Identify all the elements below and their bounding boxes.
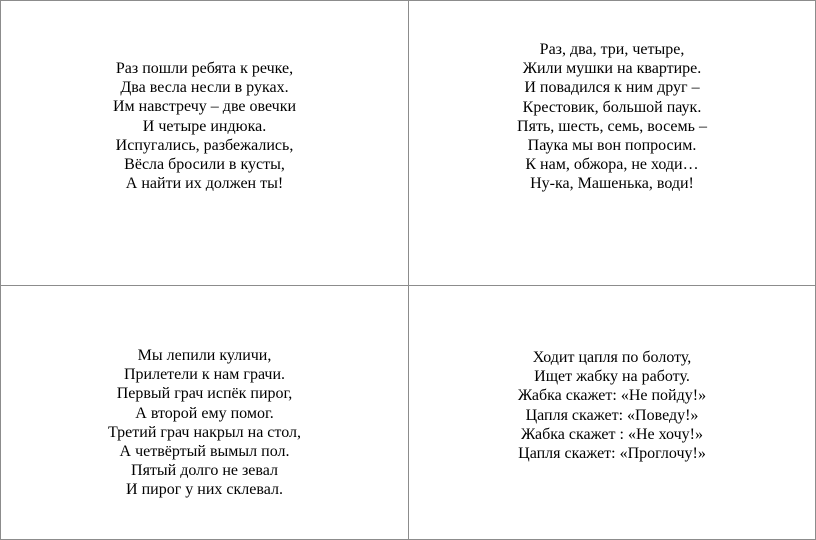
poem-4 [409,348,815,463]
poem-line: А четвёртый вымыл пол. [119,443,290,461]
poem-line: Крестовик, большой паук. [522,98,702,116]
poem-line: Раз, два, три, четыре, [539,41,685,58]
poem-line: Жили мушки на квартире. [522,60,702,78]
card-bottom-left [0,285,408,540]
poem-line: Испугались, разбежались, [115,136,294,154]
card-top-right [408,0,816,285]
poem-1 [1,59,408,193]
poem-line: Вёсла бросили в кусты, [124,156,285,174]
poem-line: Жабка скажет : «Не хочу!» [521,425,703,443]
poem-line: Им навстречу – две овечки [112,98,297,116]
poem-line: Прилетели к нам грачи. [123,366,286,384]
card-top-left [0,0,408,285]
poem-line: Мы лепили куличи, [137,347,272,364]
poem-line: Паука мы вон попросим. [527,137,697,155]
poem-line: Пятый долго не зевал [131,462,278,480]
poem-line: Ищет жабку на работу. [534,368,690,386]
poem-line: И четыре индюка. [142,117,267,135]
poem-line: Цапля скажет: «Проглочу!» [518,445,706,463]
poem-line: Пять, шесть, семь, восемь – [517,117,707,135]
poem-line: Раз пошли ребята к речке, [115,60,294,77]
card-bottom-right [408,285,816,540]
poem-line: Третий грач накрыл на стол, [108,423,301,441]
poem-3 [1,346,408,500]
poem-line: Ходит цапля по болоту, [532,349,692,366]
poem-line: И пирог у них склевал. [126,481,283,499]
poem-line: Первый грач испёк пирог, [116,385,293,403]
poem-line: К нам, обжора, не ходи… [525,156,699,174]
poem-2 [409,40,815,194]
poem-line: Цапля скажет: «Поведу!» [525,406,699,424]
poem-line: А второй ему помог. [135,404,274,422]
poem-line: А найти их должен ты! [125,175,284,193]
poem-line: И повадился к ним друг – [524,79,700,97]
poem-line: Ну-ка, Машенька, води! [530,175,694,193]
poem-line: Два весла несли в руках. [120,79,289,97]
poem-line: Жабка скажет: «Не пойду!» [517,387,707,405]
